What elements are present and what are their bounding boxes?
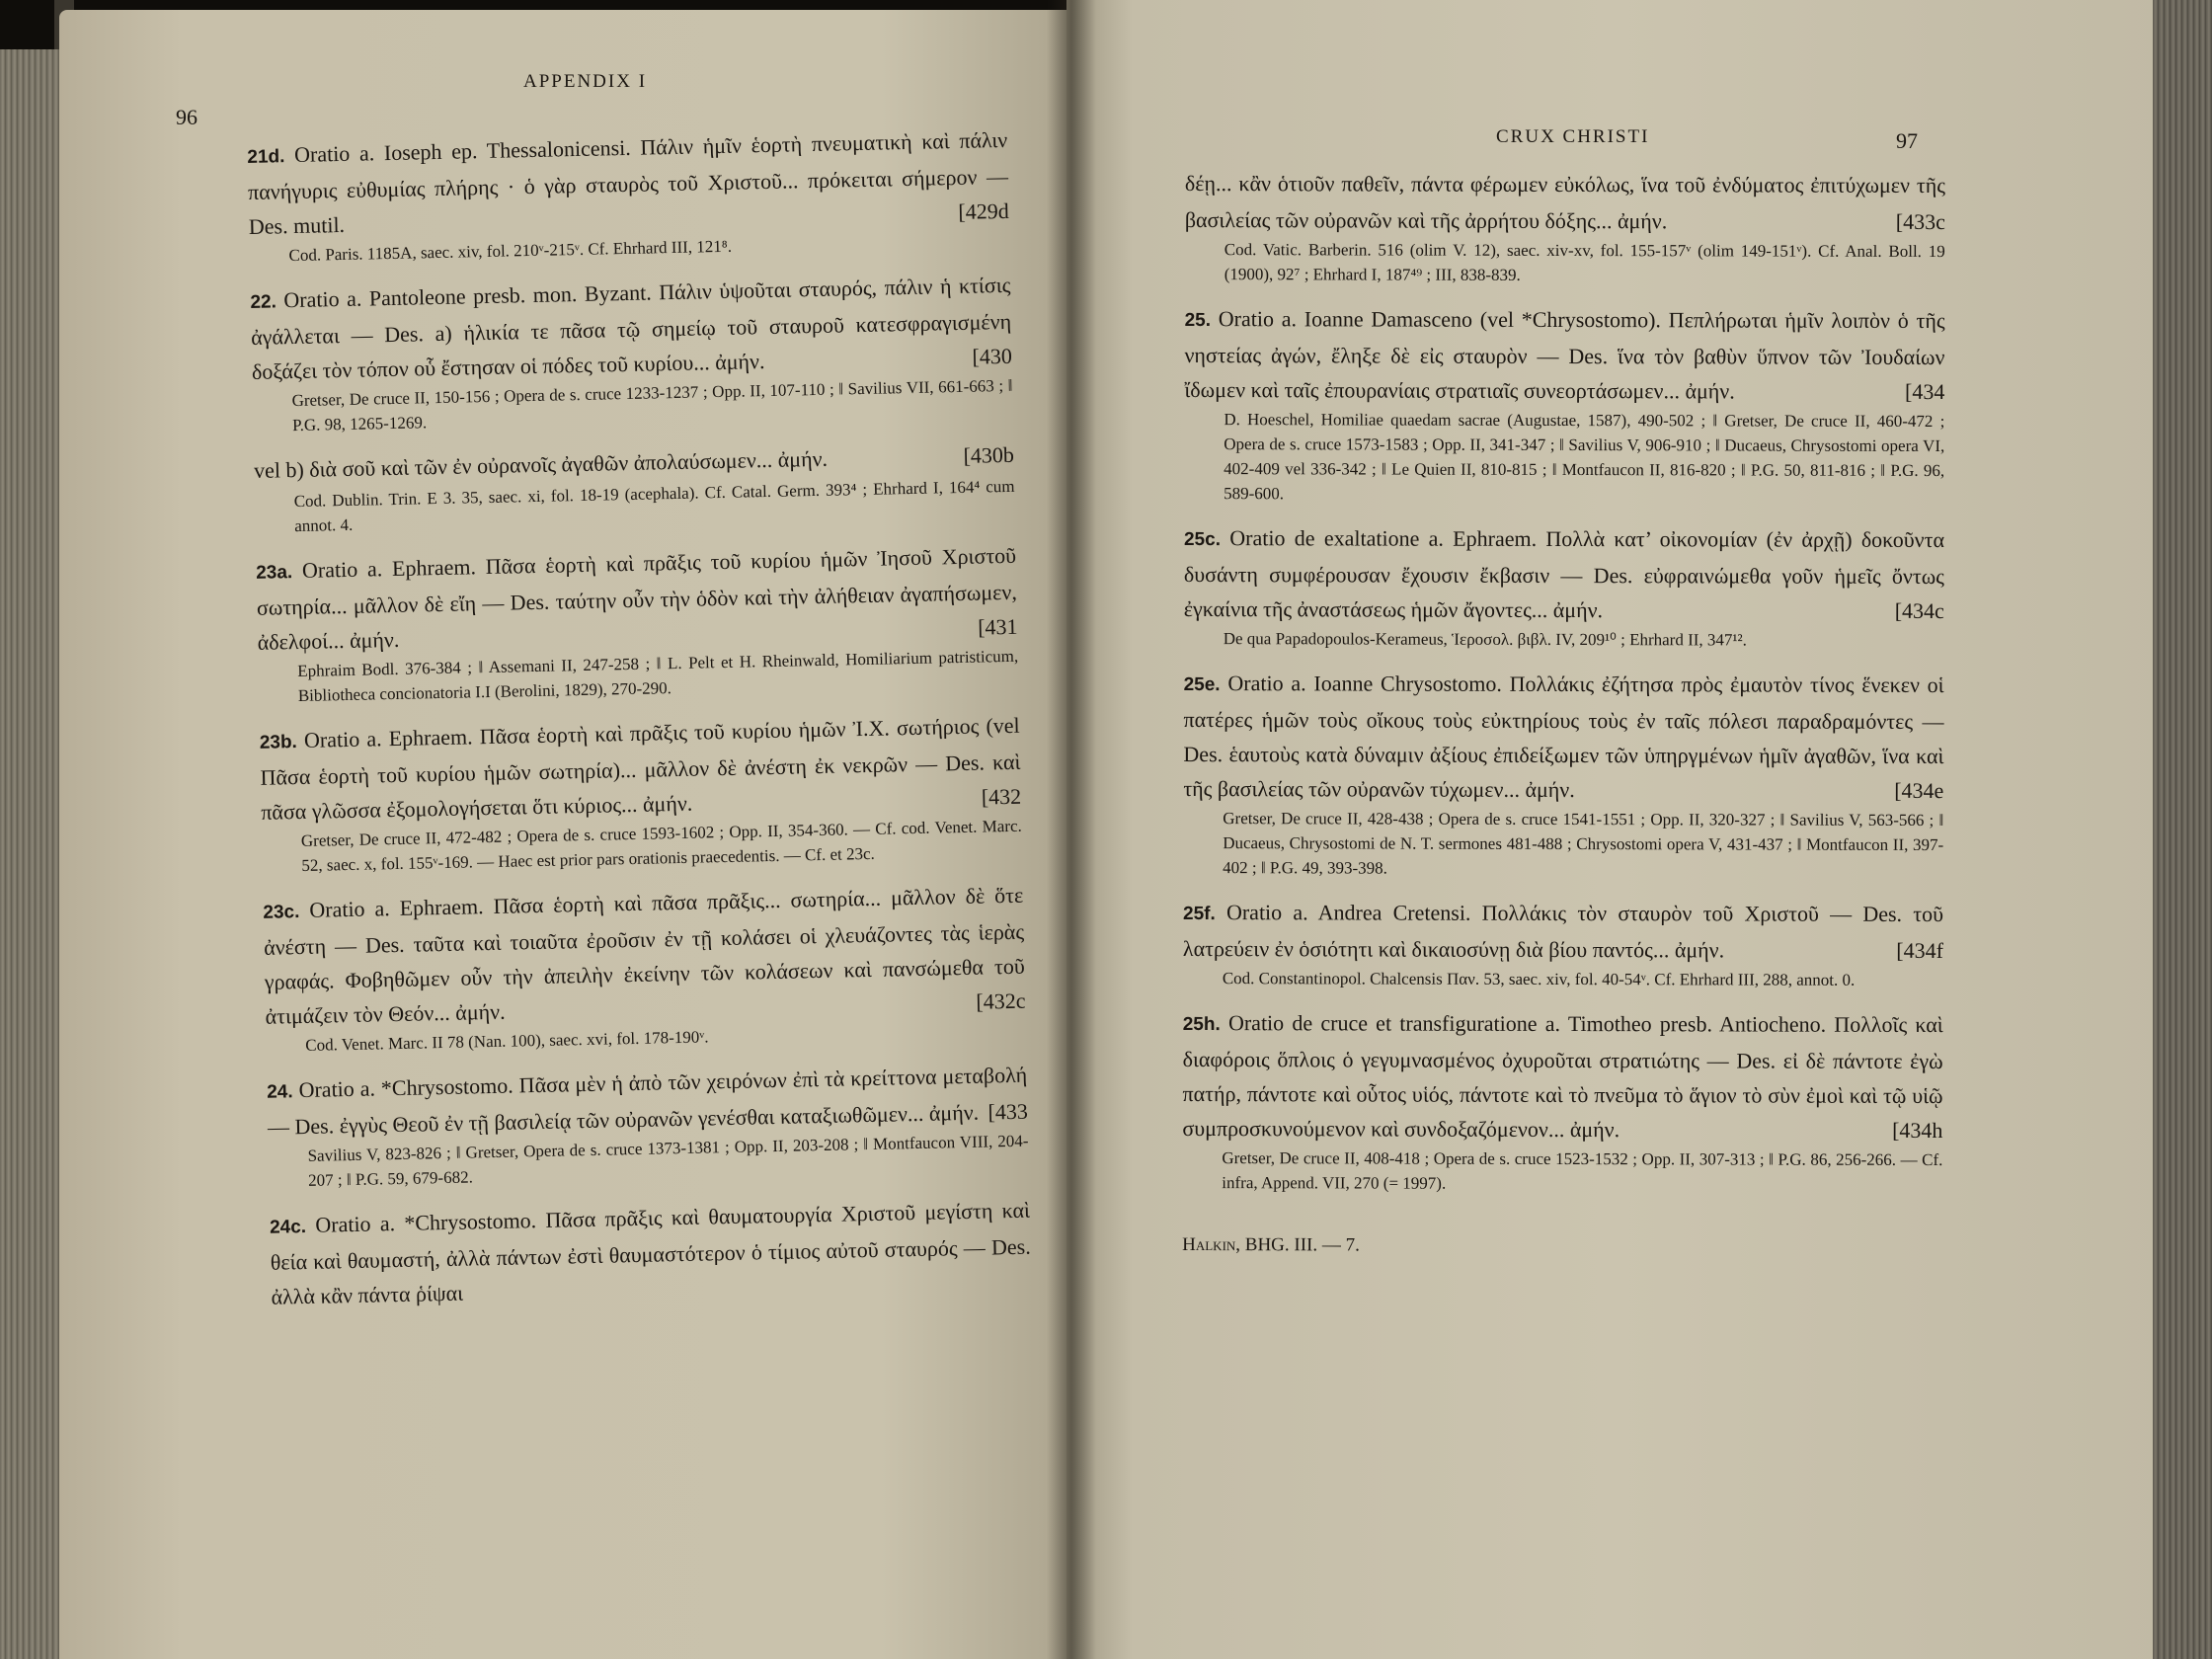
entry-text: Oratio a. Ioanne Chrysostomo. Πολλάκις ἐζήτησα πρὸς ἐμαυτὸν τίνος ἕνεκεν οἱ πατέρες ἡμῶν τοὺς οἴκους τοὺς εὐκτηρίους τοὺς ἐν ταῖς πόλεσι παραδραμόντες — Des. ἑαυτοὺς κατὰ δύναμιν ἀξίους ἐπιδείξωμεν τῶν ὑπηργμένων ἡμῖν ἀγαθῶν, ἵνα καὶ τῆς βασιλείας τῶν οὐρανῶν τύχωμεν... ἀμήν. [1183,671,1944,803]
entry-bibliography: Gretser, De cruce II, 472-482 ; Opera de s. cruce 1593-1602 ; Opp. II, 354-360. — Cf. cod. Venet. Marc. 52, saec. x, fol. 155ᵛ-169. — Haec est prior pars orationis praecedentis. — Cf. et 23c. [300,816,1022,875]
entry [250,268,1013,438]
entry-bibliography: Gretser, De cruce II, 408-418 ; Opera de s. cruce 1523-1532 ; Opp. II, 307-313 ; ‖ P.G. 86, 256-266. — Cf. infra, Append. VII, 270 (= 1997). [1222,1148,1943,1193]
entry-bibliography: Savilius V, 823-826 ; ‖ Gretser, Opera de s. cruce 1373-1381 ; Opp. II, 203-208 ; ‖ Montfaucon VIII, 204-207 ; ‖ P.G. 59, 679-682. [307,1131,1029,1190]
page-number: 96 [176,105,198,129]
entry-reference: [434c [1894,597,1944,624]
entry [1185,166,1945,288]
entry-bibliography: Cod. Constantinopol. Chalcensis Παν. 53, saec. xiv, fol. 40-54ᵛ. Cf. Ehrhard III, 288, annot. 0. [1222,969,1856,989]
entry [1184,301,1945,508]
entry-bibliography: Cod. Paris. 1185A, saec. xiv, fol. 210ᵛ-215ᵛ. Cf. Ehrhard III, 121⁸. [288,236,733,266]
entry-reference: [429d [958,198,1009,224]
entry [1183,666,1944,882]
entry-reference: [434e [1894,777,1944,804]
entry [263,878,1026,1059]
entry [254,437,1016,539]
entry-reference: [432c [976,988,1026,1014]
left-text-block [247,122,1032,1329]
entry-bibliography: Ephraim Bodl. 376-384 ; ‖ Assemani II, 247-258 ; ‖ L. Pelt et H. Rheinwald, Homiliarium patristicum, Bibliotheca concionatoria I.I (Berolini, 1829), 270-290. [297,646,1019,706]
running-head: CRUX CHRISTI [1496,126,1650,147]
entry-text: Oratio a. Andrea Cretensi. Πολλάκις τὸν σταυρὸν τοῦ Χριστοῦ — Des. τοῦ λατρεύειν ἐν ὁσιότητι καὶ δικαιοσύνῃ διὰ βίου παντός... ἀμήν. [1182,900,1944,963]
entry-bibliography: Gretser, De cruce II, 428-438 ; Opera de s. cruce 1541-1551 ; Opp. II, 320-327 ; ‖ Savilius V, 563-566 ; ‖ Ducaeus, Chrysostomi de N. T. sermones 481-488 ; Chrysostomi opera V, 431-437 ; ‖ Montfaucon II, 397-402 ; ‖ P.G. 49, 393-398. [1223,809,1944,878]
entry-number: 22. [250,291,277,313]
entry-bibliography: Cod. Vatic. Barberin. 516 (olim V. 12), saec. xiv-xv, fol. 155-157ᵛ (olim 149-151ᵛ). Cf. Anal. Boll. 19 (1900), 92⁷ ; Ehrhard I, 187⁴⁹ ; III, 838-839. [1224,240,1945,284]
entry [256,538,1019,709]
entry-text: Oratio a. *Chrysostomo. Πᾶσα μὲν ἡ ἀπὸ τῶν χειρόνων ἐπὶ τὰ κρείττονα μεταβολή — Des. ἐγγὺς Θεοῦ ἐν τῇ βασιλείᾳ τῶν οὐρανῶν γενέσθαι καταξιωθῶμεν... ἀμήν. [267,1062,1028,1140]
page-number: 97 [1896,128,1918,153]
entry-number: 25h. [1182,1013,1221,1036]
footer-signature: Halkin, BHG. III. — 7. [1182,1233,1360,1256]
entry-number: 25c. [1183,528,1222,551]
entry-text: Oratio de exaltatione a. Ephraem. Πολλὰ κατ’ οἰκονομίαν (ἐν ἀρχῇ) δοκοῦντα δυσάντη συμφέρουσαν ἔχουσιν ἔκβασιν — Des. εὐφραινώμεθα γοῦν ἡμεῖς ὄντως ἐγκαίνια τῆς ἀναστάσεως ἡμῶν ἄγοντες... ἀμήν. [1183,525,1945,623]
entry-reference: [430 [972,343,1013,369]
entry-text: Oratio a. Ioanne Damasceno (vel *Chrysostomo). Πεπλήρωται ἡμῖν λοιπὸν ὁ τῆς νηστείας ἀγών, ἔληξε δὲ εἰς σταυρὸν — Des. ἵνα τὸν βαθὺν ὕπνον τῶν Ἰουδαίων ἴδωμεν καὶ ταῖς ἐπουρανίαις στρατιαῖς συνεορτάσωμεν... ἀμήν. [1184,306,1945,404]
entry [1182,1005,1943,1197]
entry-bibliography: Cod. Venet. Marc. II 78 (Nan. 100), saec. xvi, fol. 178-190ᵛ. [305,1027,709,1055]
entry-number: 23c. [263,902,300,923]
entry-text: Oratio a. *Chrysostomo. Πᾶσα πρᾶξις καὶ θαυματουργία Χριστοῦ μεγίστη καὶ θεία καὶ θαυμαστή, ἀλλὰ πάντων ἐστὶ θαυμαστότερον ὁ τίμιος αὐτοῦ σταυρός — Des. ἀλλὰ κἂν πάντα ῥίψαι [270,1197,1031,1309]
entry-number: 24c. [269,1216,307,1238]
entry-reference: [430b [963,441,1015,468]
entry-number: 23b. [259,732,298,753]
right-text-block [1182,166,1945,1258]
entry-reference: [432 [981,783,1022,810]
entry [259,708,1022,879]
entry-text: δέῃ... κἂν ὁτιοῦν παθεῖν, πάντα φέρωμεν εὐκόλως, ἵνα τοῦ ἐνδύματος ἐπιτύχωμεν τῆς βασιλείας τῶν οὐρανῶν καὶ τῆς ἀρρήτου δόξης... ἀμήν. [1184,170,1945,234]
entry-bibliography: Cod. Dublin. Trin. E 3. 35, saec. xi, fol. 18-19 (acephala). Cf. Catal. Germ. 393⁴ ; Ehrhard I, 164⁴ cum annot. 4. [293,476,1015,536]
entry-text: Oratio a. Ioseph ep. Thessalonicensi. Πάλιν ἡμῖν ἑορτὴ πνευματικὴ καὶ πάλιν πανήγυρις εὐθυμίας πλήρης · ὁ γὰρ σταυρὸς τοῦ Χριστοῦ... πρόκειται σήμερον — Des. mutil. [247,126,1009,239]
entry-text: Oratio a. Pantoleone presb. mon. Byzant. Πάλιν ὑψοῦται σταυρός, πάλιν ἡ κτίσις ἀγάλλεται — Des. a) ἡλικία τε πᾶσα τῷ σημείῳ τοῦ σταυροῦ κατεσφραγισμένη δοξάζει τὸν τόπον οὗ ἔστησαν οἱ πόδες τοῦ κυρίου... ἀμήν. [250,272,1012,384]
entry-text: Oratio a. Ephraem. Πᾶσα ἑορτὴ καὶ πᾶσα πρᾶξις... σωτηρία... μᾶλλον δὲ ὅτε ἀνέστη — Des. ταῦτα καὶ τοιαῦτα ἐροῦσιν ἐν τῇ κολάσει οἱ χλευάζοντες τὰς ἱερὰς γραφάς. Φοβηθῶμεν οὖν τὴν ἀπειλὴν ἐκείνην τῶν κολάσεων καὶ πανσώμεθα τοῦ ἀτιμάζειν τὸν Θεόν... ἀμήν. [263,882,1025,1029]
entry-text: Oratio de cruce et transfiguratione a. Timotheo presb. Antiocheno. Πολλοῖς καὶ διαφόροις ὅπλοις ὁ γεγυμνασμένος ὀχυροῦται στρατιώτης — Des. εἰ δὲ πάντοτε ἐγὼ πατήρ, πάντοτε καὶ οὗτος υἱός, πάντοτε καὶ τὸ πνεῦμα τὸ ἅγιον τὸ σὺν ἐμοὶ καὶ τῷ υἱῷ συμπροσκυνούμενον καὶ συνδοξαζόμενον... ἀμήν. [1182,1010,1943,1143]
entry-number: 23a. [256,562,293,584]
entry-bibliography: De qua Papadopoulos-Kerameus, Ἱεροσολ. βιβλ. IV, 209¹⁰ ; Ehrhard II, 347¹². [1223,629,1747,650]
entry-number: 24. [267,1081,293,1103]
entry-bibliography: D. Hoeschel, Homiliae quaedam sacrae (Augustae, 1587), 490-502 ; ‖ Gretser, De cruce II, 460-472 ; Opera de s. cruce 1573-1583 ; Opp. II, 341-347 ; ‖ Savilius V, 906-910 ; ‖ Ducaeus, Chrysostomi opera VI, 402-409 vel 336-342 ; ‖ Le Quien II, 810-815 ; ‖ Montfaucon II, 816-820 ; ‖ P.G. 50, 811-816 ; ‖ P.G. 96, 589-600. [1224,410,1945,504]
book-gutter [1047,0,1096,1659]
entry [247,122,1010,269]
entry-text: vel b) διὰ σοῦ καὶ τῶν ἐν οὐρανοῖς ἀγαθῶν ἀπολαύσωμεν... ἀμήν. [253,445,829,483]
running-head: APPENDIX I [523,71,648,92]
entry-reference: [433 [988,1098,1029,1125]
entry-reference: [434h [1892,1117,1943,1144]
entry-reference: [434 [1905,378,1945,405]
entry-number: 21d. [247,146,285,168]
entry-bibliography: Gretser, De cruce II, 150-156 ; Opera de s. cruce 1233-1237 ; Opp. II, 107-110 ; ‖ Savilius VII, 661-663 ; ‖ P.G. 98, 1265-1269. [291,375,1013,435]
left-page [59,10,1086,1659]
entry-number: 25f. [1182,903,1216,925]
entry-reference: [433c [1895,208,1945,235]
entry-text: Oratio a. Ephraem. Πᾶσα ἑορτὴ καὶ πρᾶξις τοῦ κυρίου ἡμῶν Ἰησοῦ Χριστοῦ σωτηρία... μᾶλλον δὲ εἴη — Des. ταύτην οὖν τὴν ὁδὸν καὶ τὴν ἀλήθειαν ἀγαπήσωμεν, ἀδελφοί... ἀμήν. [256,542,1018,655]
entry [1184,520,1944,653]
entry-reference: [431 [977,613,1018,640]
entry [267,1058,1029,1194]
entry-number: 25. [1184,309,1212,332]
entry-number: 25e. [1183,673,1221,696]
page-edges-right [2153,0,2212,1659]
entry [1183,895,1943,992]
entry [270,1193,1032,1314]
entry-reference: [434f [1896,937,1943,964]
entry-text: Oratio a. Ephraem. Πᾶσα ἑορτὴ καὶ πρᾶξις τοῦ κυρίου ἡμῶν Ἰ.Χ. σωτήριος (vel Πᾶσα ἑορτὴ τοῦ κυρίου ἡμῶν σωτηρία)... μᾶλλον δὲ ἀνέστη ἐκ νεκρῶν — Des. καὶ πᾶσα γλῶσσα ἐξομολογήσεται ὅτι κύριος... ἀμήν. [260,712,1021,825]
right-page [1066,0,2163,1659]
